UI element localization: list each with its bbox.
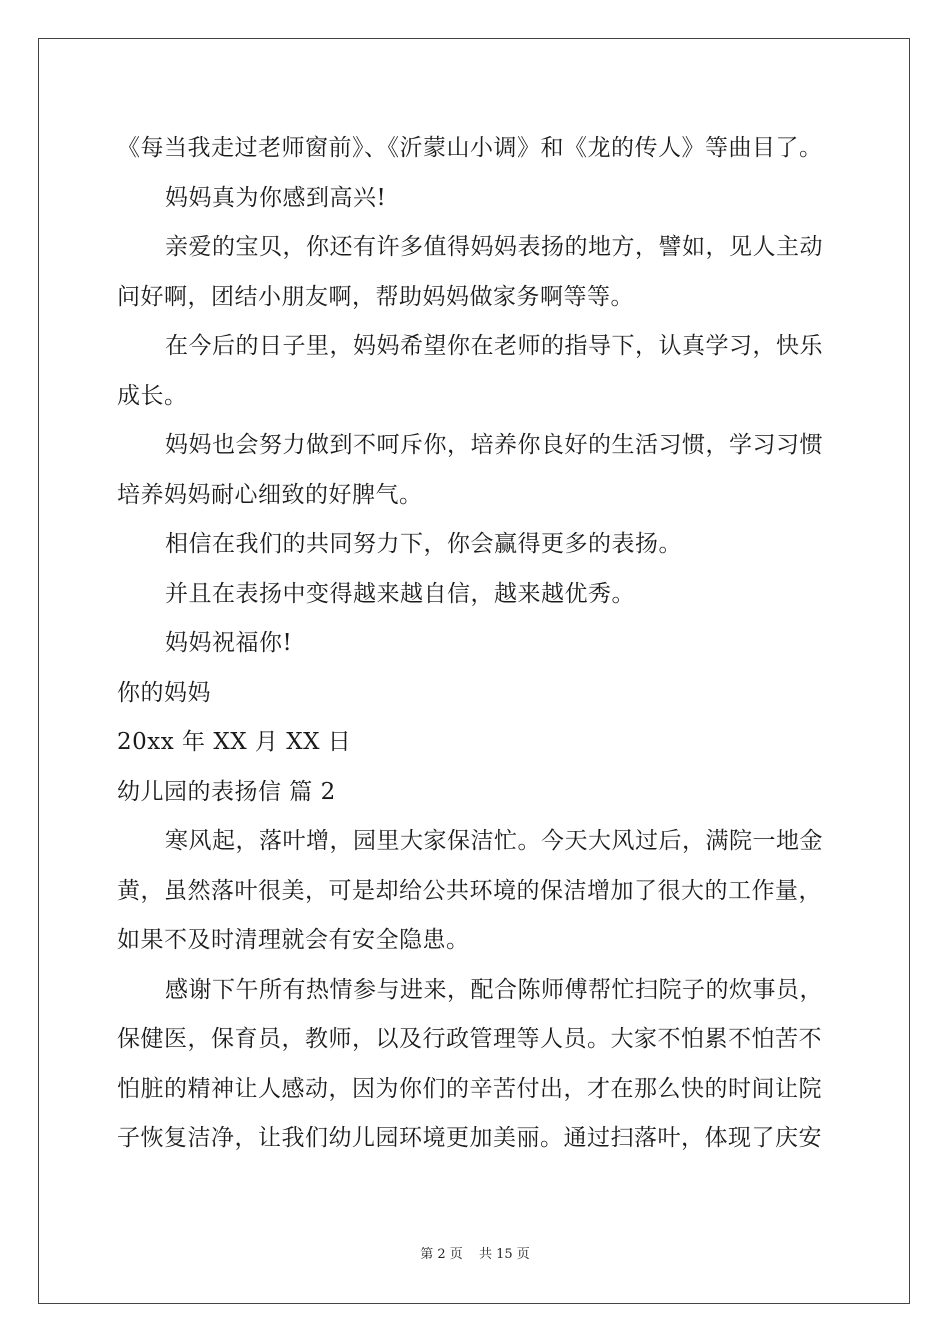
text-line: 感谢下午所有热情参与进来，配合陈师傅帮忙扫院子的炊事员， xyxy=(165,976,823,1003)
text-line: 《每当我走过老师窗前》、《沂蒙山小调》和《龙的传人》等曲目了。 xyxy=(117,135,823,161)
date-line: 20xx 年 XX 月 XX 日 xyxy=(117,729,352,755)
page-number: 第 2 页 xyxy=(420,1247,463,1262)
document-body xyxy=(117,124,837,1164)
text-line: 培养妈妈耐心细致的好脾气。 xyxy=(117,481,423,508)
text-line: 在今后的日子里，妈妈希望你在老师的指导下，认真学习，快乐 xyxy=(165,333,823,359)
signature-line: 你的妈妈 xyxy=(117,679,211,706)
text-line: 如果不及时清理就会有安全隐患。 xyxy=(117,927,470,953)
text-line: 妈妈也会努力做到不呵斥你，培养你良好的生活习惯，学习习惯 xyxy=(165,432,823,458)
text-line: 怕脏的精神让人感动，因为你们的辛苦付出，才在那么快的时间让院 xyxy=(117,1075,822,1102)
text-line: 寒风起，落叶增，园里大家保洁忙。今天大风过后，满院一地金 xyxy=(165,828,823,854)
text-line: 并且在表扬中变得越来越自信，越来越优秀。 xyxy=(165,580,635,607)
text-line: 黄，虽然落叶很美，可是却给公共环境的保洁增加了很大的工作量， xyxy=(117,877,822,904)
text-line: 妈妈真为你感到高兴! xyxy=(165,184,387,211)
text-line: 成长。 xyxy=(117,382,188,409)
text-line: 保健医，保育员，教师，以及行政管理等人员。大家不怕累不怕苦不 xyxy=(117,1026,822,1052)
page-total: 共 15 页 xyxy=(478,1247,530,1262)
section-heading: 幼儿园的表扬信 篇 2 xyxy=(117,778,336,805)
text-line: 子恢复洁净，让我们幼儿园环境更加美丽。通过扫落叶，体现了庆安 xyxy=(117,1125,822,1151)
text-line: 亲爱的宝贝，你还有许多值得妈妈表扬的地方，譬如，见人主动 xyxy=(165,234,823,260)
text-line: 相信在我们的共同努力下，你会赢得更多的表扬。 xyxy=(165,531,682,557)
text-line: 问好啊，团结小朋友啊，帮助妈妈做家务啊等等。 xyxy=(117,283,634,310)
page-footer xyxy=(0,1243,950,1262)
text-line: 妈妈祝福你! xyxy=(165,630,293,656)
